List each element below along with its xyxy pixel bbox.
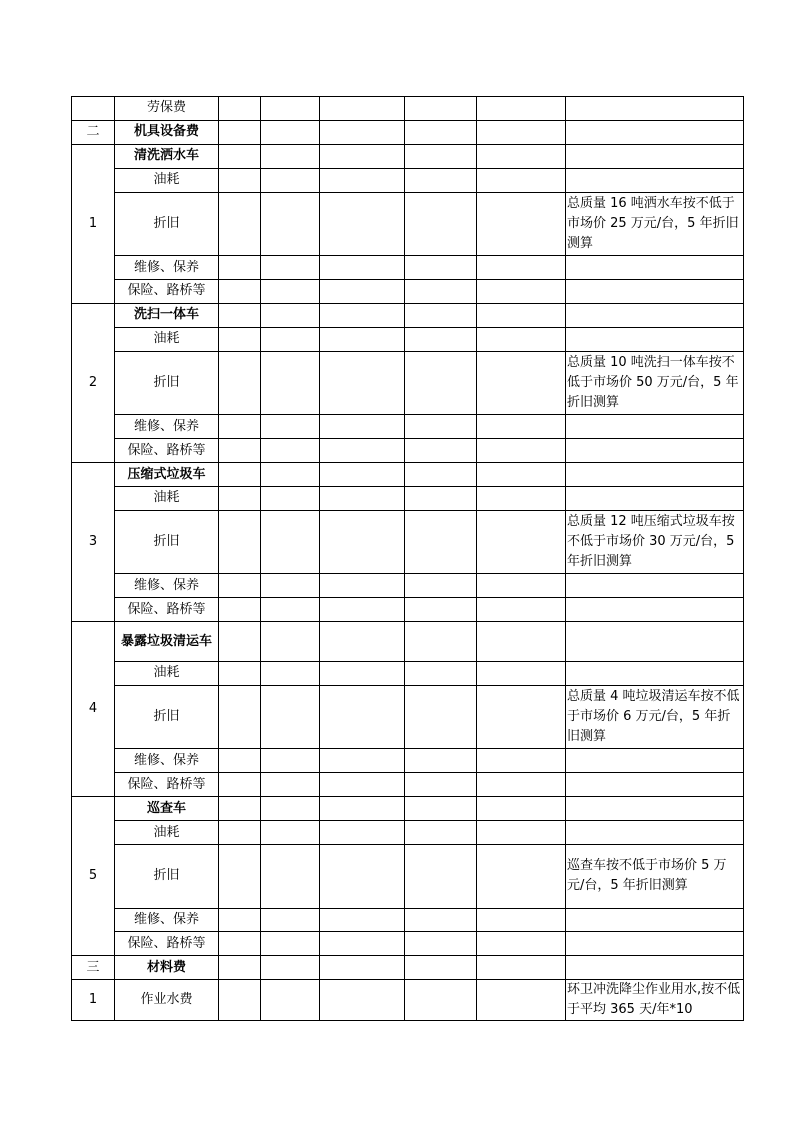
- table-row: [72, 486, 744, 510]
- item-name: 保险、路桥等: [115, 773, 219, 797]
- item-name: 保险、路桥等: [115, 932, 219, 956]
- table-row: [72, 574, 744, 598]
- vehicle-header-row: [72, 797, 744, 821]
- note-cell: 总质量 16 吨洒水车按不低于市场价 25 万元/台，5 年折旧测算: [566, 192, 744, 256]
- vehicle-header-row: [72, 144, 744, 168]
- section-row: [72, 956, 744, 980]
- vehicle-name: 暴露垃圾清运车: [115, 622, 219, 662]
- section-row: [72, 120, 744, 144]
- table-row: [72, 327, 744, 351]
- item-name: 保险、路桥等: [115, 439, 219, 463]
- cost-table: [71, 96, 744, 1021]
- item-name: 折旧: [115, 844, 219, 908]
- table-row: [72, 97, 744, 121]
- section-title: 材料费: [115, 956, 219, 980]
- table-row: [72, 749, 744, 773]
- item-name: 作业水费: [115, 980, 219, 1021]
- table-row: [72, 351, 744, 415]
- item-name: 维修、保养: [115, 908, 219, 932]
- table-row: [72, 256, 744, 280]
- item-name: 劳保费: [115, 97, 219, 121]
- table-row: [72, 773, 744, 797]
- item-name: 保险、路桥等: [115, 280, 219, 304]
- item-name: 维修、保养: [115, 749, 219, 773]
- note-cell: 巡查车按不低于市场价 5 万元/台，5 年折旧测算: [566, 844, 744, 908]
- table-row: [72, 168, 744, 192]
- table-row: [72, 415, 744, 439]
- vehicle-name: 巡查车: [115, 797, 219, 821]
- table-row: [72, 908, 744, 932]
- note-cell: 总质量 10 吨洗扫一体车按不低于市场价 50 万元/台，5 年折旧测算: [566, 351, 744, 415]
- item-name: 维修、保养: [115, 256, 219, 280]
- item-name: 油耗: [115, 486, 219, 510]
- note-cell: 总质量 12 吨压缩式垃圾车按不低于市场价 30 万元/台，5 年折旧测算: [566, 510, 744, 574]
- vehicle-name: 清洗洒水车: [115, 144, 219, 168]
- section-number: 三: [72, 956, 115, 980]
- table-row: [72, 439, 744, 463]
- item-name: 折旧: [115, 510, 219, 574]
- note-cell: 总质量 4 吨垃圾清运车按不低于市场价 6 万元/台，5 年折旧测算: [566, 685, 744, 749]
- table-row: [72, 932, 744, 956]
- table-row: [72, 661, 744, 685]
- item-name: 油耗: [115, 661, 219, 685]
- section-title: 机具设备费: [115, 120, 219, 144]
- item-number: 1: [72, 980, 115, 1021]
- vehicle-number: 5: [72, 797, 115, 956]
- table-row: [72, 844, 744, 908]
- vehicle-header-row: [72, 622, 744, 662]
- table-row: [72, 980, 744, 1021]
- vehicle-header-row: [72, 303, 744, 327]
- item-name: 维修、保养: [115, 574, 219, 598]
- vehicle-number: 1: [72, 144, 115, 303]
- vehicle-name: 洗扫一体车: [115, 303, 219, 327]
- table-row: [72, 821, 744, 845]
- note-cell: 环卫冲洗降尘作业用水,按不低于平均 365 天/年*10: [566, 980, 744, 1021]
- vehicle-name: 压缩式垃圾车: [115, 463, 219, 487]
- table-row: [72, 192, 744, 256]
- item-name: 折旧: [115, 351, 219, 415]
- table-row: [72, 598, 744, 622]
- section-number: 二: [72, 120, 115, 144]
- item-name: 折旧: [115, 192, 219, 256]
- item-name: 油耗: [115, 327, 219, 351]
- item-name: 保险、路桥等: [115, 598, 219, 622]
- table-row: [72, 280, 744, 304]
- item-name: 折旧: [115, 685, 219, 749]
- item-name: 油耗: [115, 168, 219, 192]
- table-row: [72, 685, 744, 749]
- vehicle-number: 4: [72, 622, 115, 797]
- table-row: [72, 510, 744, 574]
- vehicle-number: 2: [72, 303, 115, 462]
- item-name: 维修、保养: [115, 415, 219, 439]
- vehicle-header-row: [72, 463, 744, 487]
- vehicle-number: 3: [72, 463, 115, 622]
- item-name: 油耗: [115, 821, 219, 845]
